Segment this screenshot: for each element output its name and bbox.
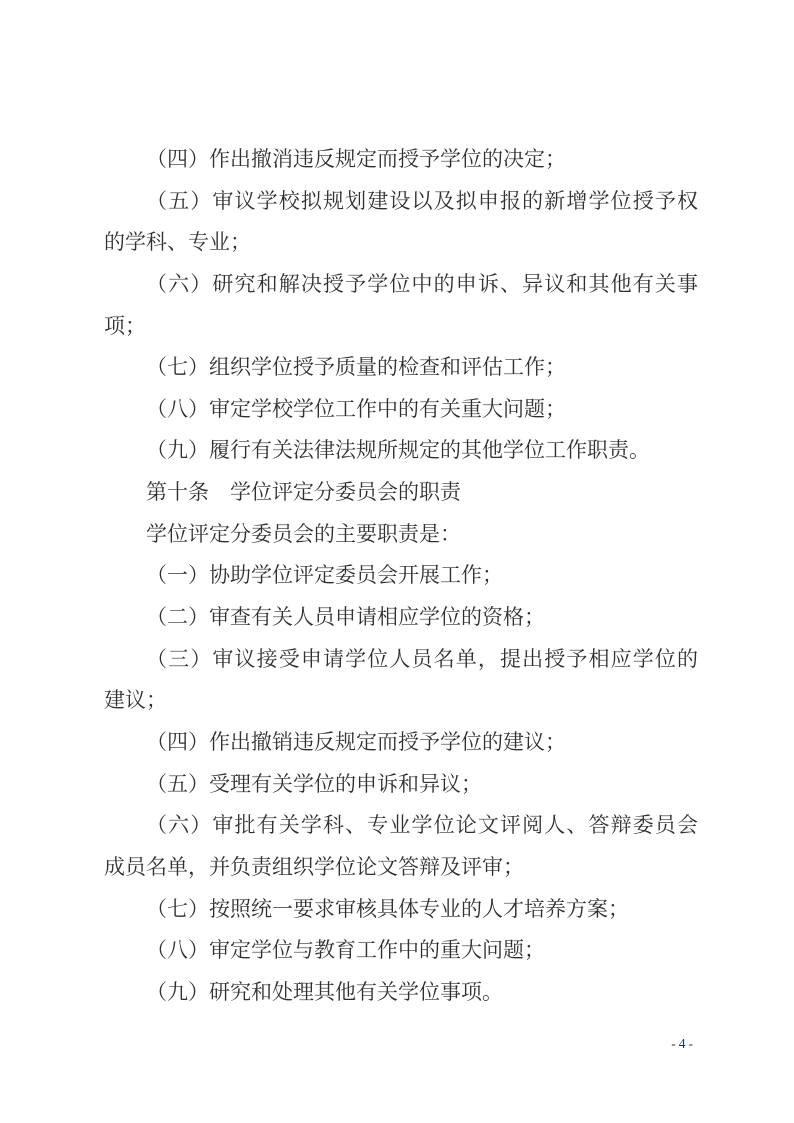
document-line: 的学科、专业； [104,230,251,255]
page-number-dash-right: - [688,1036,694,1051]
page-number-value: 4 [678,1036,687,1051]
document-line: 成员名单，并负责组织学位论文答辩及评审； [104,854,524,879]
document-line: （九）研究和处理其他有关学位事项。 [146,979,503,1004]
document-line: （二）审查有关人员申请相应学位的资格； [146,605,545,630]
document-line: （六）审批有关学科、专业学位论文评阅人、答辩委员会 [146,813,698,838]
document-line: （四）作出撤销违反规定而授予学位的建议； [146,729,566,754]
document-line: （八）审定学校学位工作中的有关重大问题； [146,396,566,421]
document-line: 建议； [104,688,167,713]
document-line: （四）作出撤消违反规定而授予学位的决定； [146,147,566,171]
document-line: （六）研究和解决授予学位中的申诉、异议和其他有关事 [146,271,698,296]
document-line: （七）组织学位授予质量的检查和评估工作； [146,355,566,380]
document-line: （五）审议学校拟规划建设以及拟申报的新增学位授予权 [146,188,698,213]
document-line: （九）履行有关法律法规所规定的其他学位工作职责。 [146,438,650,463]
document-line: （一）协助学位评定委员会开展工作； [146,563,503,588]
document-line: （三）审议接受申请学位人员名单，提出授予相应学位的 [146,646,698,671]
page-number-dash-left: - [671,1036,677,1051]
document-line: （七）按照统一要求审核具体专业的人才培养方案； [146,896,629,921]
article-heading-line: 第十条 学位评定分委员会的职责 [146,480,461,505]
document-line: 项； [104,313,146,338]
document-line: （五）受理有关学位的申诉和异议； [146,771,482,796]
document-line: （八）审定学位与教育工作中的重大问题； [146,938,545,963]
document-line: 学位评定分委员会的主要职责是： [146,521,461,546]
page-number [671,1036,694,1052]
document-body [104,139,698,1013]
